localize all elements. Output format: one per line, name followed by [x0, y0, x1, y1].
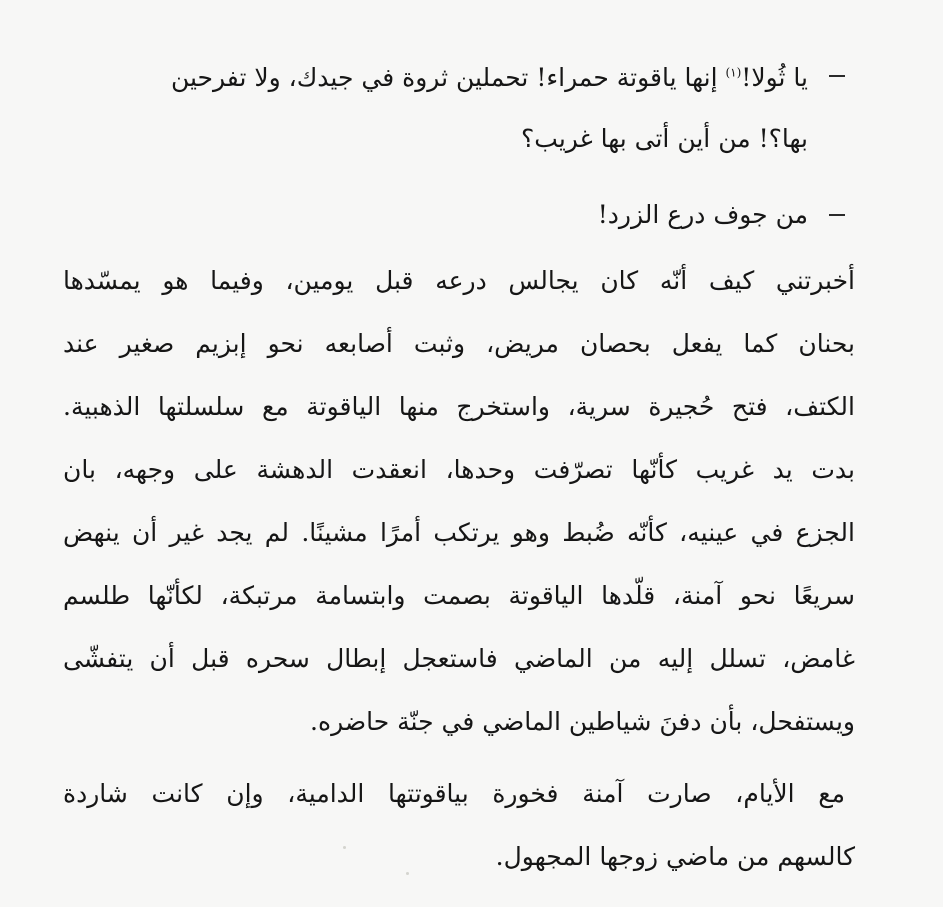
paragraph-1-line-8: ويستفحل، بأن دفنَ شياطين الماضي في جنّة حاضره.: [310, 707, 855, 736]
paragraph-1-line-2: بحنان كما يفعل بحصان مريض، وثبت أصابعه نحو إبزيم صغير عند: [63, 329, 855, 358]
dialogue-1-line-1: [171, 61, 808, 95]
paragraph-2-line-1: مع الأيام، صارت آمنة فخورة بياقوتتها الدامية، وإن كانت شاردة: [63, 779, 845, 808]
paragraph-1-line-1: أخبرتني كيف أنّه كان يجالس درعه قبل يومين، وفيما هو يمسّدها: [63, 266, 855, 295]
dialogue-2-line-1: من جوف درع الزرد!: [597, 200, 808, 229]
paragraph-2-line-2: كالسهم من ماضي زوجها المجهول.: [495, 842, 855, 871]
paragraph-1-line-5: الجزع في عينيه، كأنّه ضُبط وهو يرتكب أمرًا مشينًا. لم يجد غير أن ينهض: [63, 518, 855, 547]
paper-speck: [343, 846, 346, 849]
dialogue-1-text-b: إنها ياقوتة حمراء! تحملين ثروة في جيدك، ولا تفرحين: [170, 63, 726, 92]
footnote-marker: (١): [725, 65, 742, 80]
dialogue-dash-2: [829, 214, 845, 216]
paragraph-1-line-4: بدت يد غريب كأنّها تصرّفت وحدها، انعقدت الدهشة على وجهه، بان: [63, 455, 855, 484]
paragraph-1-line-3: الكتف، فتح حُجيرة سرية، واستخرج منها الياقوتة مع سلسلتها الذهبية.: [63, 392, 855, 421]
dialogue-1-line-2: بها؟! من أين أتى بها غريب؟: [521, 124, 808, 153]
paragraph-1-line-6: سريعًا نحو آمنة، قلّدها الياقوتة بصمت وابتسامة مرتبكة، لكأنّها طلسم: [63, 581, 855, 610]
dialogue-1-text-a: يا ثُولا!: [741, 63, 808, 92]
dialogue-dash-1: [829, 75, 845, 77]
paragraph-1-line-7: غامض، تسلل إليه من الماضي فاستعجل إبطال سحره قبل أن يتفشّى: [63, 644, 855, 673]
paper-speck: [406, 872, 409, 875]
